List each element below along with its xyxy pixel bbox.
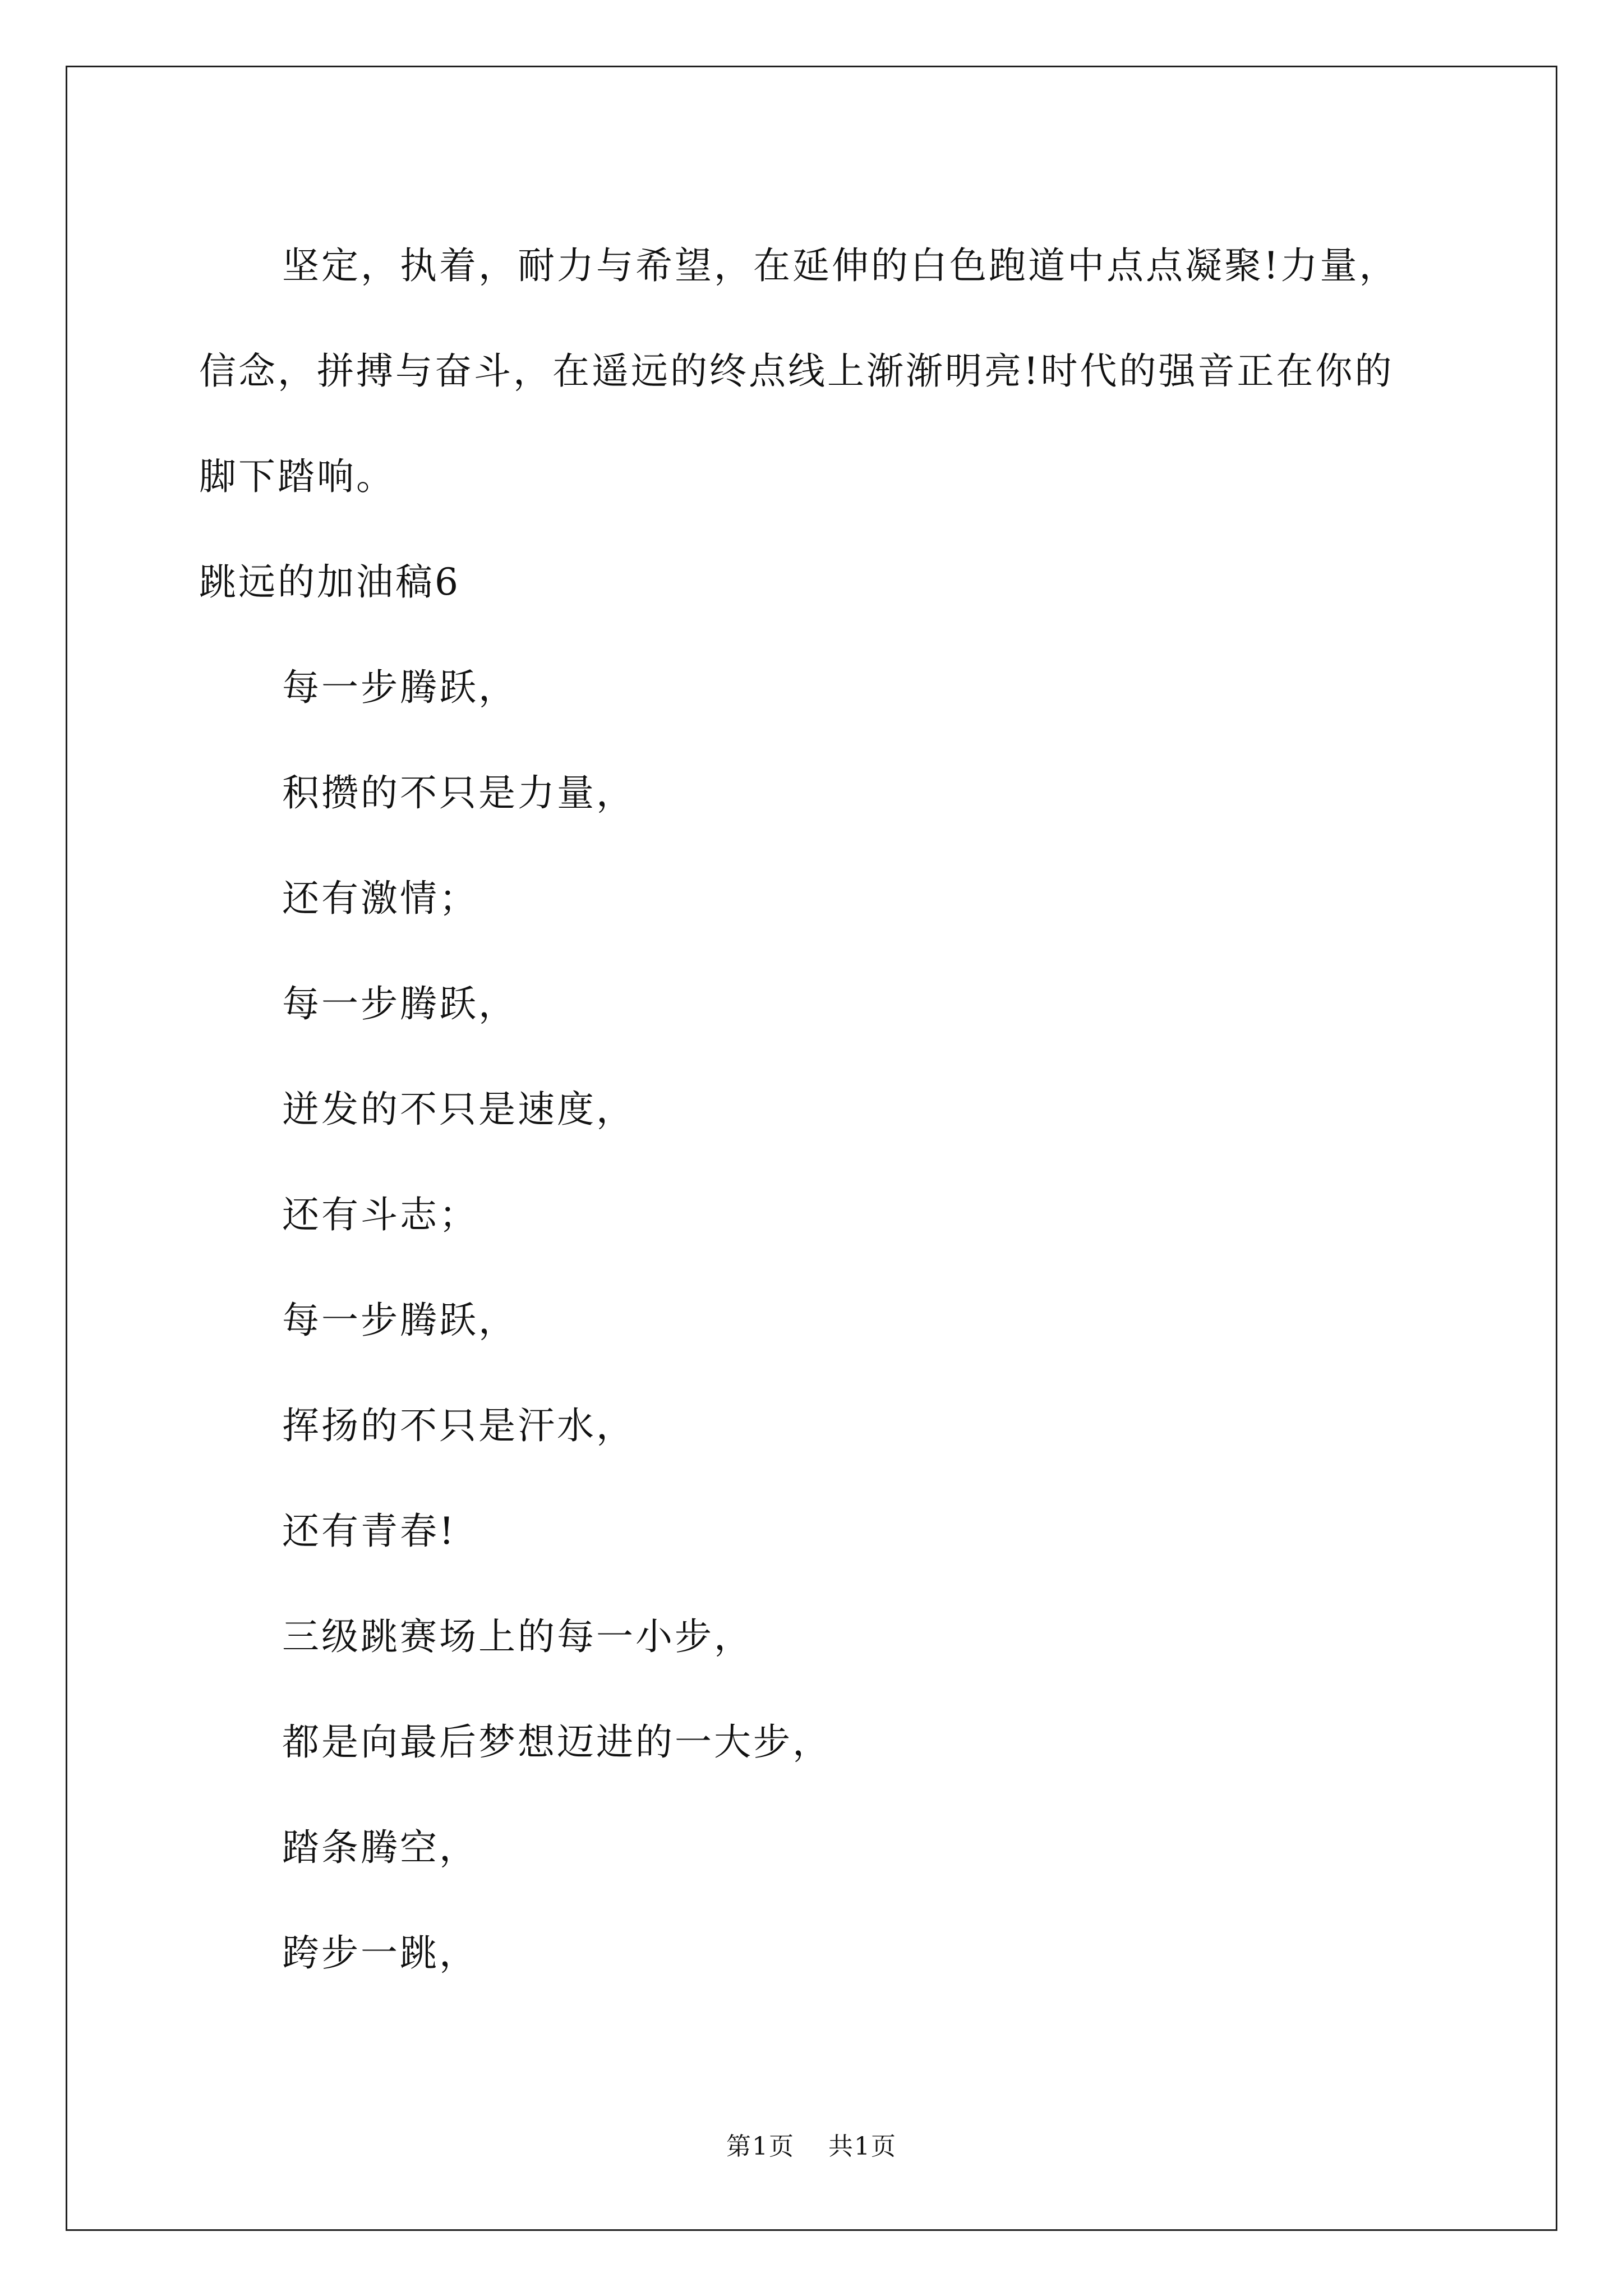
- section-title: 跳远的加油稿6: [199, 560, 460, 604]
- verse-line: 迸发的不只是速度，: [282, 1088, 635, 1131]
- intro-paragraph-line-3: 脚下踏响。: [199, 455, 395, 498]
- verse-line: 还有青春!: [282, 1510, 457, 1553]
- verse-line: 踏条腾空，: [282, 1826, 478, 1869]
- verse-line: 还有斗志；: [282, 1193, 478, 1236]
- verse-line: 每一步腾跃，: [282, 666, 518, 709]
- intro-paragraph-line-2: 信念，拼搏与奋斗，在遥远的终点线上渐渐明亮!时代的强音正在你的: [199, 349, 1394, 393]
- verse-line: 还有激情；: [282, 877, 478, 920]
- intro-paragraph-line-1: 坚定，执着，耐力与希望，在延伸的白色跑道中点点凝聚!力量，: [282, 244, 1399, 287]
- verse-line: 挥扬的不只是汗水，: [282, 1404, 635, 1447]
- verse-line: 都是向最后梦想迈进的一大步，: [282, 1720, 832, 1764]
- document-body: [199, 213, 1489, 2006]
- page-number-total: 共1页: [828, 2132, 897, 2161]
- verse-line: 每一步腾跃，: [282, 1299, 518, 1342]
- page-footer: [0, 2126, 1623, 2162]
- page-number-current: 第1页: [726, 2132, 795, 2161]
- verse-line: 三级跳赛场上的每一小步，: [282, 1615, 753, 1658]
- verse-line: 跨步一跳，: [282, 1931, 478, 1975]
- verse-line: 积攒的不只是力量，: [282, 771, 635, 815]
- verse-line: 每一步腾跃，: [282, 982, 518, 1025]
